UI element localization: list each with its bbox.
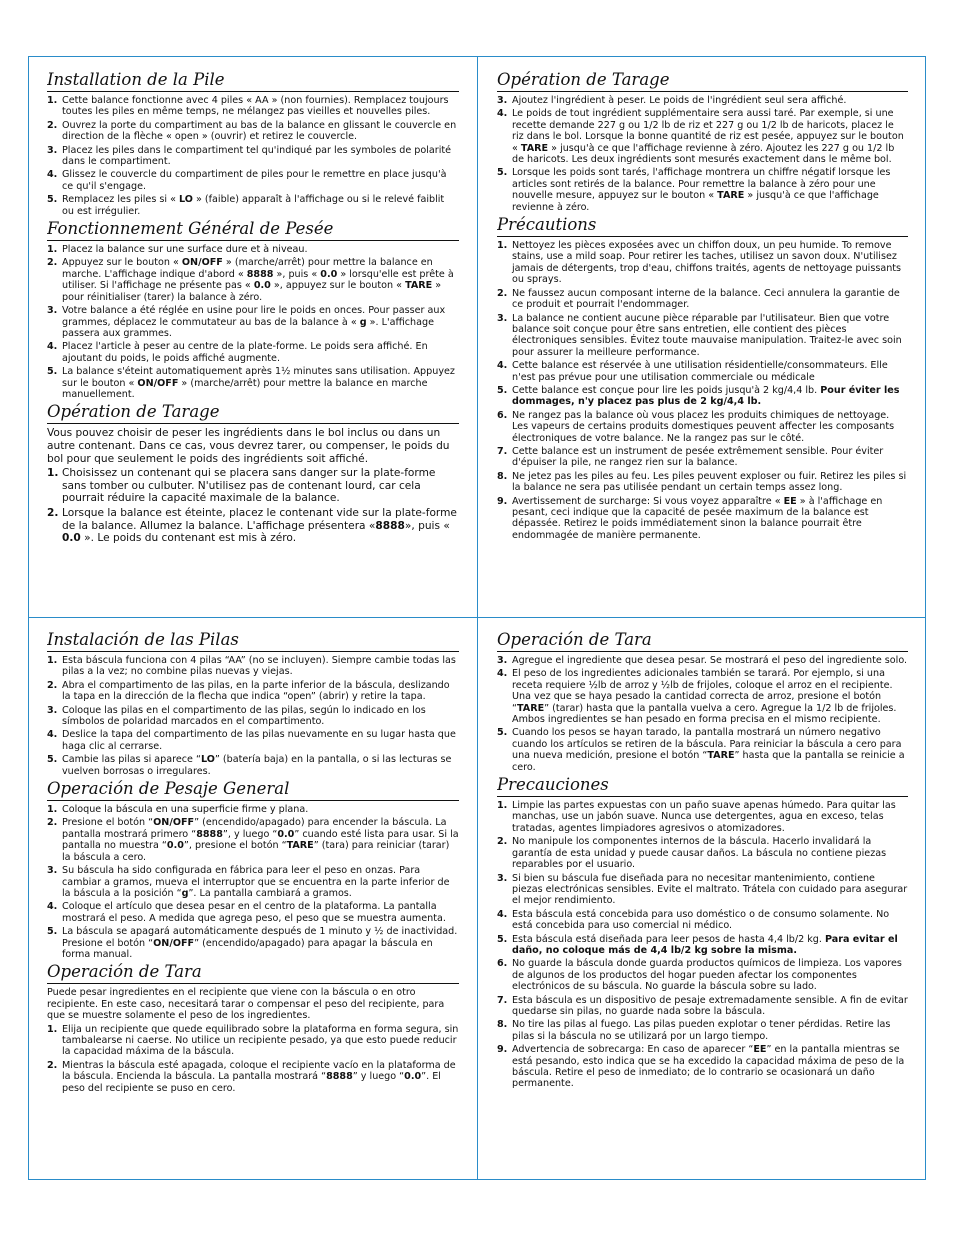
item-text: Coloque las pilas en el compartimento de las pilas, según lo indicado en los símbolos de polaridad marcados en el compartimento. bbox=[62, 704, 426, 728]
item-number: 3. bbox=[497, 312, 508, 324]
section bbox=[47, 962, 459, 1094]
item-text: Coloque la báscula en una superficie firme y plana. bbox=[62, 804, 309, 816]
item-number: 4. bbox=[497, 668, 508, 680]
item-text: La balance s'éteint automatiquement après 1½ minutes sans utilisation. Appuyez sur le bouton « ON/OFF » (marche/arrêt) pour mettre la balance en marche manuellement. bbox=[62, 366, 455, 400]
item-number: 4. bbox=[497, 108, 508, 120]
item-text: Presione el botón “ON/OFF” (encendido/apagado) para encender la báscula. La pantalla mostrará primero “8888”, y luego “0.0” cuando esté lista para usar. Si la pantalla no muestra “0.0”, presione el botón “TARE” (tara) para reiniciar (tarar) la báscula a cero. bbox=[62, 817, 459, 863]
item-number: 9. bbox=[497, 1044, 508, 1056]
item-number: 5. bbox=[47, 194, 58, 206]
item-text: Cette balance est conçue pour lire les poids jusqu'à 2 kg/4,4 lb. Pour éviter les dommages, n'y placez pas plus de 2 kg/4,4 lb. bbox=[512, 384, 900, 408]
list-item bbox=[497, 727, 908, 773]
section-title: Instalación de las Pilas bbox=[47, 630, 459, 652]
item-text: Lorsque la balance est éteinte, placez le contenant vide sur la plate-forme de la balance. Allumez la balance. L'affichage présentera «8888», puis « 0.0 ». Le poids du contenant est mis à zéro. bbox=[62, 506, 457, 545]
list-item bbox=[497, 385, 908, 408]
item-text: La báscula se apagará automáticamente después de 1 minuto y ½ de inactividad. Presione el botón “ON/OFF” (encendido/apagado) para apagar la báscula en forma manual. bbox=[62, 926, 458, 960]
list-item bbox=[497, 1044, 908, 1090]
section bbox=[47, 402, 459, 544]
item-text: Ouvrez la porte du compartiment au bas de la balance en glissant le couvercle en direction de la flèche « open » (ouvrir) et retirez le couvercle. bbox=[62, 119, 457, 143]
list-item bbox=[497, 313, 908, 359]
instruction-list bbox=[497, 240, 908, 541]
item-text: Ajoutez l'ingrédient à peser. Le poids de l'ingrédient seul sera affiché. bbox=[512, 95, 847, 106]
section-title: Opération de Tarage bbox=[47, 402, 459, 424]
item-text: Le poids de tout ingrédient supplémentaire sera aussi taré. Par exemple, si une recette demande 227 g ou 1/2 lb de riz et 227 g ou 1/2 lb de haricots, placez le riz dans le bol. Lorsque la bonne quantité de riz est pesée, appuyez sur le bouton « TARE » jusqu'à ce que l'affichage revienne à zéro. Ajoutez les 227 g ou 1/2 lb de haricots. Les deux ingrédients sont mesurés exactement dans le même bol. bbox=[512, 108, 904, 166]
section bbox=[497, 70, 908, 213]
item-text: Placez la balance sur une surface dure et à niveau. bbox=[62, 244, 308, 256]
item-text: La balance ne contient aucune pièce réparable par l'utilisateur. Bien que votre balance soit conçue pour être sans entretien, elle contient des pièces électroniques sensibles. Évitez toute mauvaise manipulation. Traitez-le avec soin pour assurer la meilleure performance. bbox=[512, 312, 902, 358]
item-number: 9. bbox=[497, 495, 508, 507]
item-text: Su báscula ha sido configurada en fábrica para leer el peso en onzas. Para cambiar a gramos, mueva el interruptor que se encuentra en la parte inferior de la báscula a la posición “g”. La pantalla cambiará a gramos. bbox=[62, 865, 450, 899]
item-text: Ne rangez pas la balance où vous placez les produits chimiques de nettoyage. Les vapeurs de certains produits domestiques peuvent affecter les composants électroniques de votre balance. Ne la rangez pas sur le côté. bbox=[512, 409, 895, 444]
item-number: 1. bbox=[47, 804, 58, 816]
list-item bbox=[497, 668, 908, 725]
list-item bbox=[497, 471, 908, 494]
list-item bbox=[47, 729, 459, 752]
item-text: Agregue el ingrediente que desea pesar. Se mostrará el peso del ingrediente solo. bbox=[512, 655, 908, 666]
item-text: Cuando los pesos se hayan tarado, la pantalla mostrará un número negativo cuando los artículos se retiren de la báscula. Para reiniciar la báscula a cero para una nueva medición, presione el botón “TARE” hasta que la pantalla se reinicie a cero. bbox=[512, 727, 905, 773]
item-number: 4. bbox=[497, 908, 508, 920]
list-item bbox=[497, 167, 908, 213]
list-item bbox=[47, 507, 459, 545]
item-text: Appuyez sur le bouton « ON/OFF » (marche/arrêt) pour mettre la balance en marche. L'affichage indique d'abord « 8888 », puis « 0.0 » lorsqu'elle est prête à utiliser. Si l'affichage ne présente pas « 0.0 », appuyez sur le bouton « TARE » pour réinitialiser (tarer) la balance à zéro. bbox=[62, 257, 454, 303]
item-number: 1. bbox=[47, 655, 58, 666]
item-number: 6. bbox=[497, 409, 508, 421]
list-item bbox=[497, 800, 908, 834]
item-number: 8. bbox=[497, 1019, 508, 1031]
item-number: 5. bbox=[497, 167, 508, 179]
list-item bbox=[497, 360, 908, 383]
item-text: Mientras la báscula esté apagada, coloque el recipiente vacío en la plataforma de la báscula. Encienda la báscula. La pantalla mostrará “8888” y luego “0.0”. El peso del recipiente se puso en cero. bbox=[62, 1059, 456, 1094]
section-intro: Puede pesar ingredientes en el recipiente que viene con la báscula o en otro recipiente. En este caso, necesitará tarar o compensar el peso del recipiente, para que se muestre solamente el peso de los ingredientes. bbox=[47, 987, 445, 1022]
list-item bbox=[497, 995, 908, 1018]
item-number: 8. bbox=[497, 470, 508, 482]
item-number: 4. bbox=[47, 729, 58, 741]
list-item bbox=[47, 817, 459, 863]
item-number: 1. bbox=[497, 240, 508, 252]
item-number: 4. bbox=[497, 360, 508, 372]
quadrant-french-right bbox=[497, 70, 908, 610]
list-item bbox=[47, 244, 459, 255]
item-number: 2. bbox=[47, 119, 58, 131]
item-number: 2. bbox=[47, 679, 58, 691]
item-number: 2. bbox=[47, 817, 58, 829]
item-text: Glissez le couvercle du compartiment de piles pour le remettre en place jusqu'à ce qu'il s'engage. bbox=[62, 169, 447, 192]
instruction-list bbox=[47, 244, 459, 400]
list-item bbox=[497, 873, 908, 907]
section-title: Installation de la Pile bbox=[47, 70, 459, 92]
list-item bbox=[47, 169, 459, 192]
list-item bbox=[497, 288, 908, 311]
item-number: 5. bbox=[47, 754, 58, 766]
section-title: Fonctionnement Général de Pesée bbox=[47, 219, 459, 241]
section-intro: Vous pouvez choisir de peser les ingrédients dans le bol inclus ou dans un autre contenant. Dans ce cas, vous devrez tarer, ou compenser, le poids du bol pour que seulement le poids des ingrédients soit affiché. bbox=[47, 427, 450, 465]
list-item bbox=[47, 366, 459, 400]
section-title: Precauciones bbox=[497, 775, 908, 797]
item-number: 2. bbox=[47, 506, 59, 519]
item-text: Placez l'article à peser au centre de la plate-forme. Le poids sera affiché. En ajoutant du poids, le poids affiché augmente. bbox=[62, 341, 428, 364]
item-number: 1. bbox=[497, 800, 508, 812]
item-text: Limpie las partes expuestas con un paño suave apenas húmedo. Para quitar las manchas, use un jabón suave. Nunca use detergentes, agua en exceso, telas tratadas, agentes limpiadores agresivos o atomizadores. bbox=[512, 800, 896, 834]
list-item bbox=[497, 496, 908, 542]
item-text: Advertencia de sobrecarga: En caso de aparecer “EE” en la pantalla mientras se está pesando, esto indica que se ha excedido la capacidad máxima de peso de la báscula. Retire el peso de inmediato; de lo contrario se ocasionará un daño permanente. bbox=[512, 1044, 905, 1090]
instruction-list bbox=[47, 95, 459, 217]
list-item bbox=[47, 305, 459, 339]
instruction-list bbox=[497, 800, 908, 1090]
list-item bbox=[497, 836, 908, 870]
item-text: Deslice la tapa del compartimento de las pilas nuevamente en su lugar hasta que haga clic al cerrarse. bbox=[62, 729, 456, 752]
section-title: Opération de Tarage bbox=[497, 70, 908, 92]
item-number: 5. bbox=[497, 727, 508, 739]
item-number: 1. bbox=[47, 95, 58, 106]
instruction-list bbox=[497, 95, 908, 213]
instruction-list bbox=[47, 804, 459, 960]
section-title: Operación de Pesaje General bbox=[47, 779, 459, 801]
section-title: Précautions bbox=[497, 215, 908, 237]
item-number: 5. bbox=[497, 933, 508, 945]
list-item bbox=[47, 865, 459, 899]
section bbox=[47, 779, 459, 960]
list-item bbox=[47, 804, 459, 815]
item-text: Votre balance a été réglée en usine pour lire le poids en onces. Pour passer aux grammes, déplacez le commutateur au bas de la balance à « g ». L'affichage passera aux grammes. bbox=[62, 305, 446, 339]
instruction-list bbox=[47, 1024, 459, 1094]
section bbox=[497, 215, 908, 541]
item-text: Avertissement de surcharge: Si vous voyez apparaître « EE » à l'affichage en pesant, ceci indique que la capacité de pesée maximum de la balance est dépassée. Retirez le poids immédiatement sinon la balance pourrait être endommagée de manière permanente. bbox=[512, 495, 883, 541]
list-item bbox=[47, 901, 459, 924]
item-text: Esta báscula está concebida para uso doméstico o de consumo solamente. No está concebida para uso comercial ni médico. bbox=[512, 908, 890, 932]
item-number: 4. bbox=[47, 341, 58, 353]
list-item bbox=[497, 934, 908, 957]
section bbox=[47, 219, 459, 400]
list-item bbox=[497, 1019, 908, 1042]
item-number: 1. bbox=[47, 1023, 58, 1035]
list-item bbox=[47, 926, 459, 960]
item-text: Elija un recipiente que quede equilibrado sobre la plataforma en forma segura, sin tambalearse ni caerse. No utilice un recipiente pesado, ya que esto puede reducir la capacidad máxima de la báscula. bbox=[62, 1023, 459, 1058]
list-item bbox=[497, 108, 908, 165]
item-text: Cambie las pilas si aparece “LO” (batería baja) en la pantalla, o si las lecturas se vuelven borrosas o irregulares. bbox=[62, 754, 452, 777]
list-item bbox=[497, 95, 908, 106]
item-text: Placez les piles dans le compartiment tel qu'indiqué par les symboles de polarité dans le compartiment. bbox=[62, 144, 452, 168]
item-text: Esta báscula es un dispositivo de pesaje extremadamente sensible. A fin de evitar quedarse sin pilas, no guarde nada sobre la báscula. bbox=[512, 994, 908, 1017]
instruction-list bbox=[47, 655, 459, 777]
list-item bbox=[47, 120, 459, 143]
list-item bbox=[47, 95, 459, 118]
item-number: 4. bbox=[47, 901, 58, 913]
item-number: 5. bbox=[47, 366, 58, 378]
item-text: Lorsque les poids sont tarés, l'affichage montrera un chiffre négatif lorsque les articles sont retirés de la balance. Pour remettre la balance à zéro pour une nouvelle mesure, appuyez sur le bouton « TARE » jusqu'à ce que l'affichage revienne à zéro. bbox=[512, 167, 891, 213]
item-number: 3. bbox=[47, 144, 58, 156]
item-text: Nettoyez les pièces exposées avec un chiffon doux, un peu humide. To remove stains, use a mild soap. Pour retirer les taches, utilisez un savon doux. N'utilisez jamais de détergents, trop d'eau, chiffons traités, agents de nettoyage puissants ou sprays. bbox=[512, 240, 902, 286]
item-text: Cette balance fonctionne avec 4 piles « AA » (non fournies). Remplacez toujours toutes les piles en même temps, ne mélangez pas vieilles et nouvelles piles. bbox=[62, 95, 449, 118]
list-item bbox=[47, 655, 459, 678]
item-text: Esta báscula está diseñada para leer pesos de hasta 4,4 lb/2 kg. Para evitar el daño, no coloque más de 4,4 lb/2 kg sobre la misma. bbox=[512, 933, 898, 956]
list-item bbox=[497, 240, 908, 286]
list-item bbox=[497, 410, 908, 444]
item-text: Ne jetez pas les piles au feu. Les piles peuvent exploser ou fuir. Retirez les piles si la balance ne sera pas utilisée pendant un certain temps assez long. bbox=[512, 470, 907, 494]
item-number: 7. bbox=[497, 445, 508, 457]
item-number: 6. bbox=[497, 958, 508, 970]
quadrant-spanish-left bbox=[47, 630, 459, 1175]
item-number: 3. bbox=[47, 865, 58, 877]
item-text: No guarde la báscula donde guarda productos químicos de limpieza. Los vapores de algunos de los productos del hogar pueden afectar los componentes electrónicos de su báscula. No guarde la báscula sobre su lado. bbox=[512, 958, 902, 993]
item-number: 2. bbox=[47, 1059, 58, 1071]
item-number: 7. bbox=[497, 994, 508, 1006]
list-item bbox=[47, 1024, 459, 1058]
row-divider bbox=[28, 617, 926, 618]
list-item bbox=[47, 680, 459, 703]
section bbox=[47, 70, 459, 217]
quadrant-french-left bbox=[47, 70, 459, 610]
section-title: Operación de Tara bbox=[497, 630, 908, 652]
item-text: Ne faussez aucun composant interne de la balance. Ceci annulera la garantie de ce produit et pourrait l'endommager. bbox=[512, 287, 900, 311]
quadrant-spanish-right bbox=[497, 630, 908, 1175]
instruction-list bbox=[47, 467, 459, 545]
section bbox=[497, 630, 908, 773]
item-number: 1. bbox=[47, 244, 58, 256]
item-text: Coloque el artículo que desea pesar en el centro de la plataforma. La pantalla mostrará el peso. A medida que agrega peso, el peso que se muestra aumenta. bbox=[62, 901, 446, 924]
item-number: 5. bbox=[497, 384, 508, 396]
section-title: Operación de Tara bbox=[47, 962, 459, 984]
item-text: El peso de los ingredientes adicionales también se tarará. Por ejemplo, si una receta requiere ½lb de arroz y ½lb de frijoles, coloque el arroz en el recipiente. Una vez que se haya pesado la cantidad correcta de arroz, presione el botón “TARE” (tarar) hasta que la pantalla vuelva a cero. Agregue la 1/2 lb de frijoles. Ambos ingredientes se han pesado en forma precisa en el mismo recipiente. bbox=[512, 668, 897, 726]
item-text: Choisissez un contenant qui se placera sans danger sur la plate-forme sans tomber ou culbuter. N'utilisez pas de contenant lourd, car cela pourrait réduire la capacité maximale de la balance. bbox=[62, 467, 436, 505]
item-number: 3. bbox=[497, 655, 508, 666]
item-number: 3. bbox=[497, 95, 508, 106]
section bbox=[497, 775, 908, 1090]
list-item bbox=[47, 194, 459, 217]
list-item bbox=[47, 1060, 459, 1094]
item-text: Abra el compartimento de las pilas, en la parte inferior de la báscula, deslizando la tapa en la dirección de la flecha que indica “open” (abrir) y retire la tapa. bbox=[62, 679, 450, 703]
item-number: 2. bbox=[497, 287, 508, 299]
list-item bbox=[47, 257, 459, 303]
list-item bbox=[47, 705, 459, 728]
item-number: 3. bbox=[497, 872, 508, 884]
list-item bbox=[497, 446, 908, 469]
list-item bbox=[47, 467, 459, 505]
item-text: Cette balance est un instrument de pesée extrêmement sensible. Pour éviter d'épuiser la pile, ne rangez rien sur la balance. bbox=[512, 445, 884, 469]
list-item bbox=[47, 145, 459, 168]
list-item bbox=[497, 655, 908, 666]
item-number: 2. bbox=[497, 836, 508, 848]
item-number: 3. bbox=[47, 305, 58, 317]
list-item bbox=[47, 341, 459, 364]
item-text: Si bien su báscula fue diseñada para no necesitar mantenimiento, contiene piezas electrónicas sensibles. Evite el maltrato. Trátela con cuidado para asegurar el mejor rendimiento. bbox=[512, 872, 908, 907]
list-item bbox=[497, 958, 908, 992]
item-text: Cette balance est réservée à une utilisation résidentielle/consommateurs. Elle n'est pas prévue pour une utilisation commerciale ou médicale bbox=[512, 360, 888, 383]
section bbox=[47, 630, 459, 777]
list-item bbox=[47, 754, 459, 777]
item-number: 1. bbox=[47, 467, 59, 480]
column-divider bbox=[477, 56, 478, 1180]
item-text: Esta báscula funciona con 4 pilas “AA” (no se incluyen). Siempre cambie todas las pilas a la vez; no combine pilas nuevas y viejas. bbox=[62, 655, 456, 678]
instruction-list bbox=[497, 655, 908, 773]
item-text: No tire las pilas al fuego. Las pilas pueden explotar o tener pérdidas. Retire las pilas si la báscula no se utilizará por un largo tiempo. bbox=[512, 1019, 891, 1042]
list-item bbox=[497, 909, 908, 932]
item-text: Remplacez les piles si « LO » (faible) apparaît à l'affichage ou si le relevé faiblit ou est irrégulier. bbox=[62, 194, 445, 217]
item-number: 4. bbox=[47, 169, 58, 181]
item-text: No manipule los componentes internos de la báscula. Hacerlo invalidará la garantía de esta unidad y puede causar daños. La báscula no contiene piezas reparables por el usuario. bbox=[512, 836, 887, 871]
item-number: 2. bbox=[47, 257, 58, 269]
item-number: 5. bbox=[47, 926, 58, 938]
item-number: 3. bbox=[47, 704, 58, 716]
